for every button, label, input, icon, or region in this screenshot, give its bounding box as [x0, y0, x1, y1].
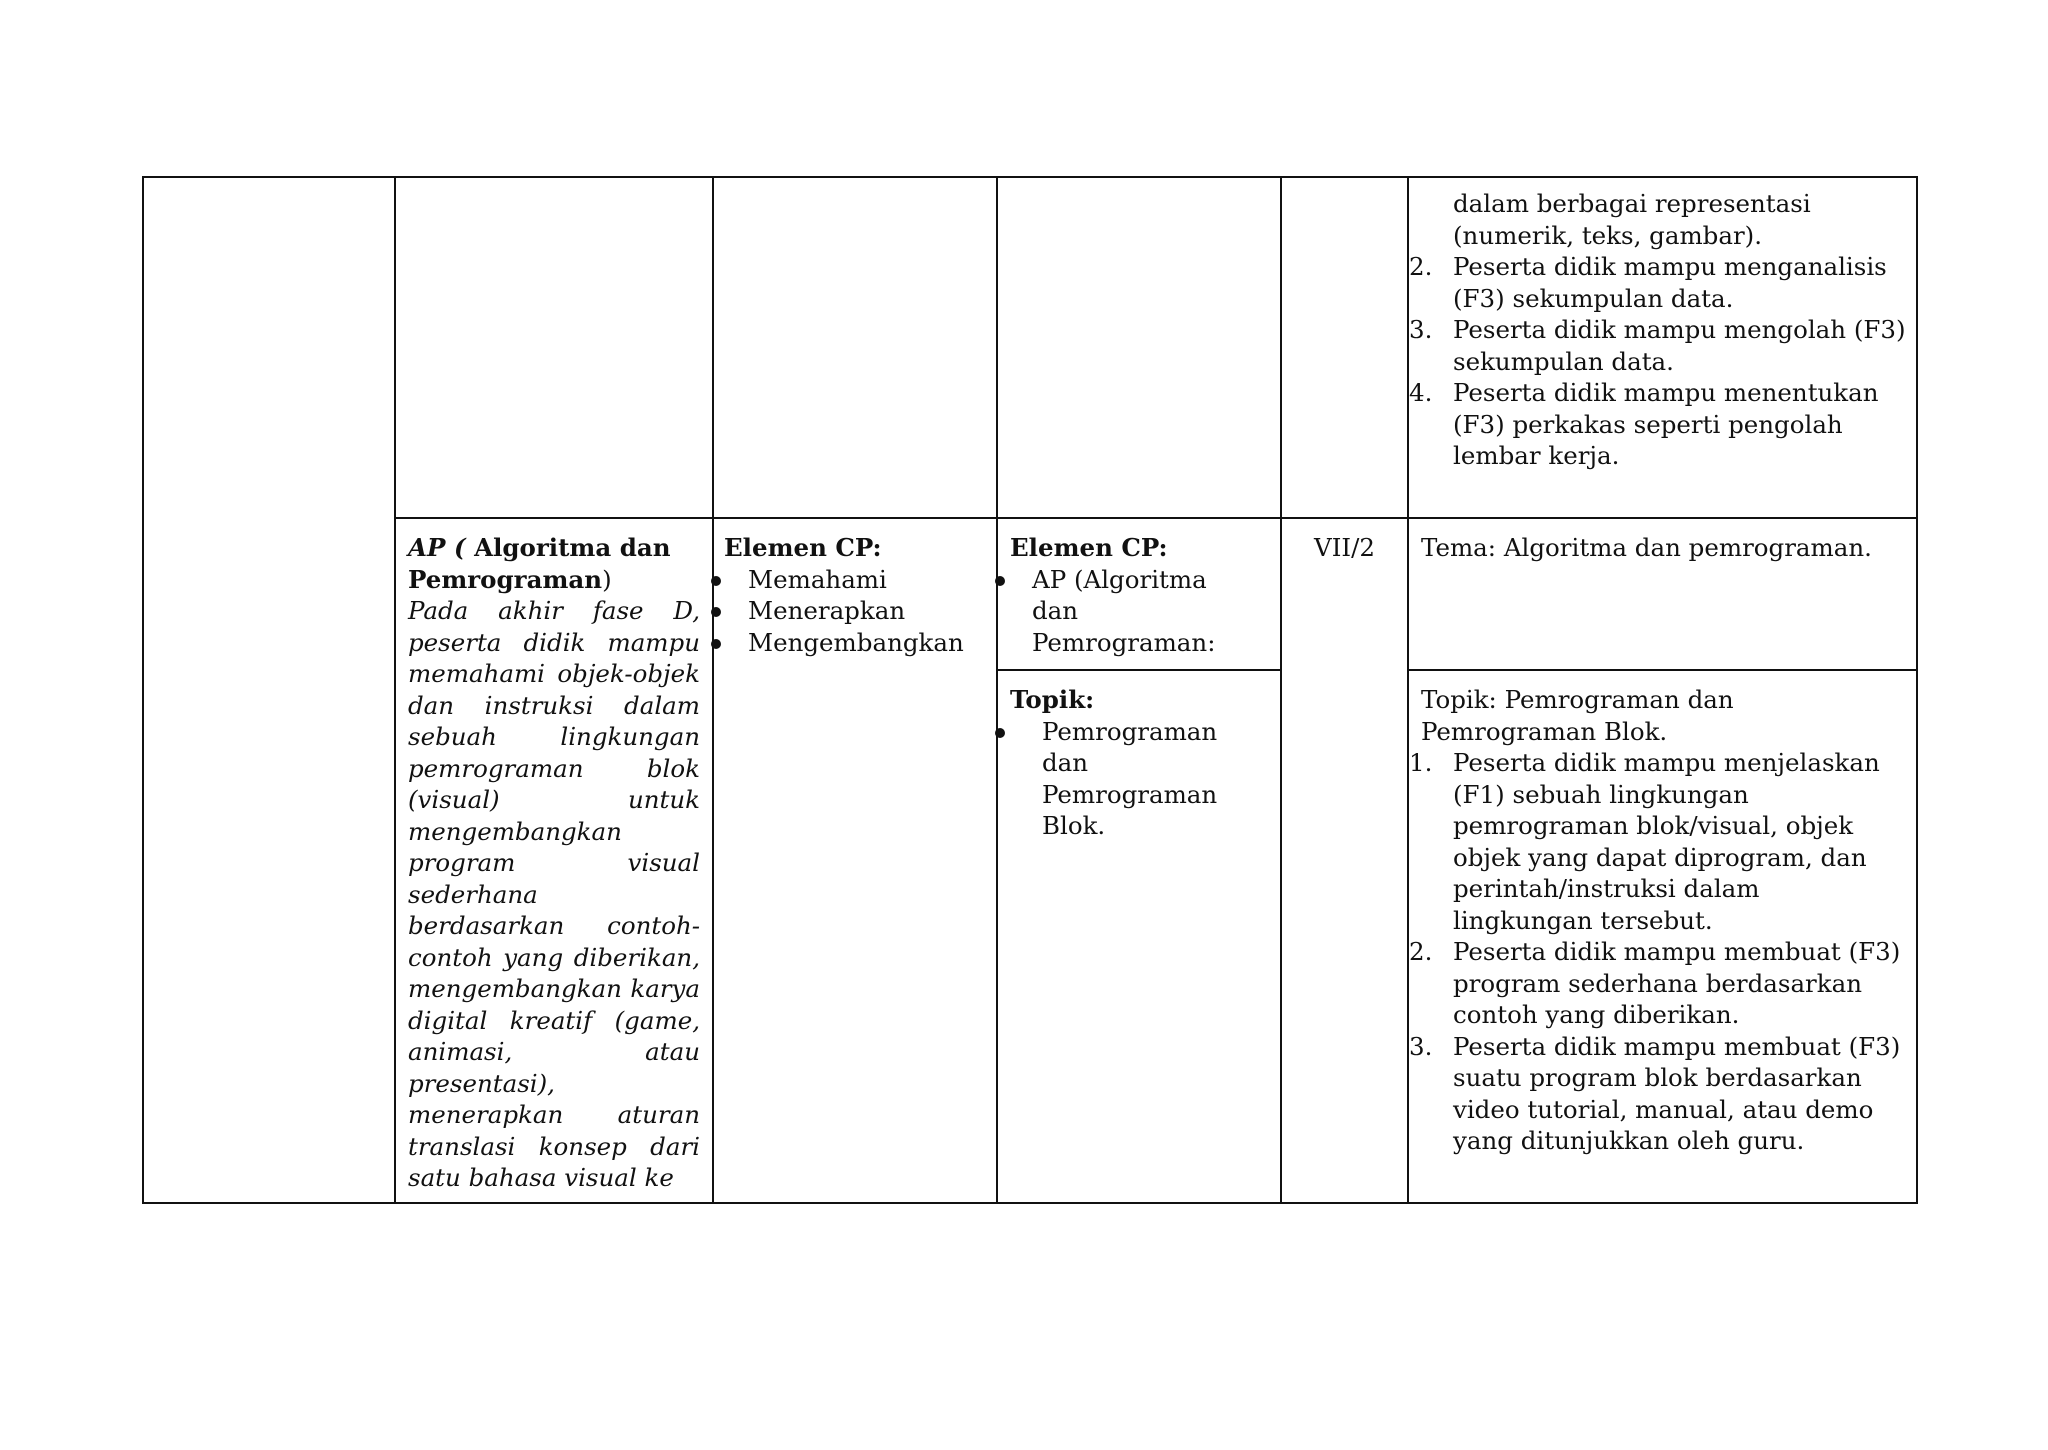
tema-text: Tema: Algoritma dan pemrograman.	[1421, 533, 1872, 562]
list-item: 4. Peserta didik mampu menentukan (F3) perkakas seperti pengolah lembar kerja.	[1409, 378, 1879, 470]
curriculum-table	[142, 176, 1918, 1204]
row1-cell-5	[1281, 177, 1408, 518]
row1-cell-2	[395, 177, 713, 518]
bullet-icon	[995, 728, 1005, 738]
cp-description: Pada akhir fase D, peserta didik mampu memahami objek-objek dan instruksi dalam sebuah lingkungan pemrograman blok (visual) untuk mengembangkan program visual sederhana berdasarkan contoh-contoh yang diberikan, mengembangkan karya digital kreatif (game, animasi, atau presentasi), menerapkan aturan translasi konsep dari satu bahasa visual ke	[408, 596, 700, 1192]
row1-cell-4	[997, 177, 1281, 518]
list-item: 3. Peserta didik mampu membuat (F3) suatu program blok berdasarkan video tutorial, manual, atau demo yang ditunjukkan oleh guru.	[1409, 1031, 1901, 1155]
row2-cell-4	[997, 518, 1281, 1203]
elemen-list	[998, 564, 1272, 659]
bullet-icon	[711, 576, 721, 586]
list-item: 3. Peserta didik mampu mengolah (F3) sekumpulan data.	[1409, 315, 1906, 376]
elemen-cp-heading: Elemen CP:	[724, 533, 882, 562]
objective-list-1	[1409, 251, 1906, 472]
topik-text: Topik: Pemrograman dan Pemrograman Blok.	[1421, 685, 1734, 746]
bullet-icon	[995, 576, 1005, 586]
elemen-section	[998, 519, 1280, 671]
bullet-icon	[711, 639, 721, 649]
list-item: 1. Peserta didik mampu menjelaskan (F1) sebuah lingkungan pemrograman blok/visual, objek objek yang dapat diprogram, dan perintah/instruksi dalam lingkungan tersebut.	[1409, 748, 1880, 935]
cp-heading: AP ( Algoritma dan Pemrograman)	[408, 533, 671, 594]
list-item: Mengembangkan	[714, 627, 988, 659]
list-item: Menerapkan	[714, 595, 988, 627]
list-item: 2. Peserta didik mampu membuat (F3) program sederhana berdasarkan contoh yang diberikan.	[1409, 937, 1901, 1029]
topik-objectives	[1409, 671, 1916, 1165]
row1-cell-1	[143, 177, 395, 1203]
row2-cell-5	[1281, 518, 1408, 1203]
bullet-icon	[711, 607, 721, 617]
topik-list	[998, 716, 1272, 842]
list-item: AP (Algoritma dan Pemrograman:	[998, 564, 1232, 659]
objective-continuation: dalam berbagai representasi (numerik, teks, gambar).	[1453, 189, 1811, 250]
tema-section	[1409, 519, 1916, 671]
row2-cell-3	[713, 518, 997, 1203]
list-item: 2. Peserta didik mampu menganalisis (F3) sekumpulan data.	[1409, 252, 1887, 313]
objective-list-2	[1409, 747, 1906, 1157]
row1-cell-3	[713, 177, 997, 518]
row2-cell-2	[395, 518, 713, 1203]
elemen-cp-heading-2: Elemen CP:	[1010, 533, 1168, 562]
topik-heading: Topik:	[1010, 685, 1095, 714]
row2-cell-6	[1408, 518, 1917, 1203]
list-item: Pemrograman dan Pemrograman Blok.	[998, 716, 1242, 842]
table-row	[143, 518, 1917, 1203]
table-row	[143, 177, 1917, 518]
class-semester: VII/2	[1314, 533, 1375, 562]
topik-section	[998, 671, 1280, 850]
elemen-cp-list	[714, 564, 988, 659]
list-item: Memahami	[714, 564, 988, 596]
row1-cell-6	[1408, 177, 1917, 518]
